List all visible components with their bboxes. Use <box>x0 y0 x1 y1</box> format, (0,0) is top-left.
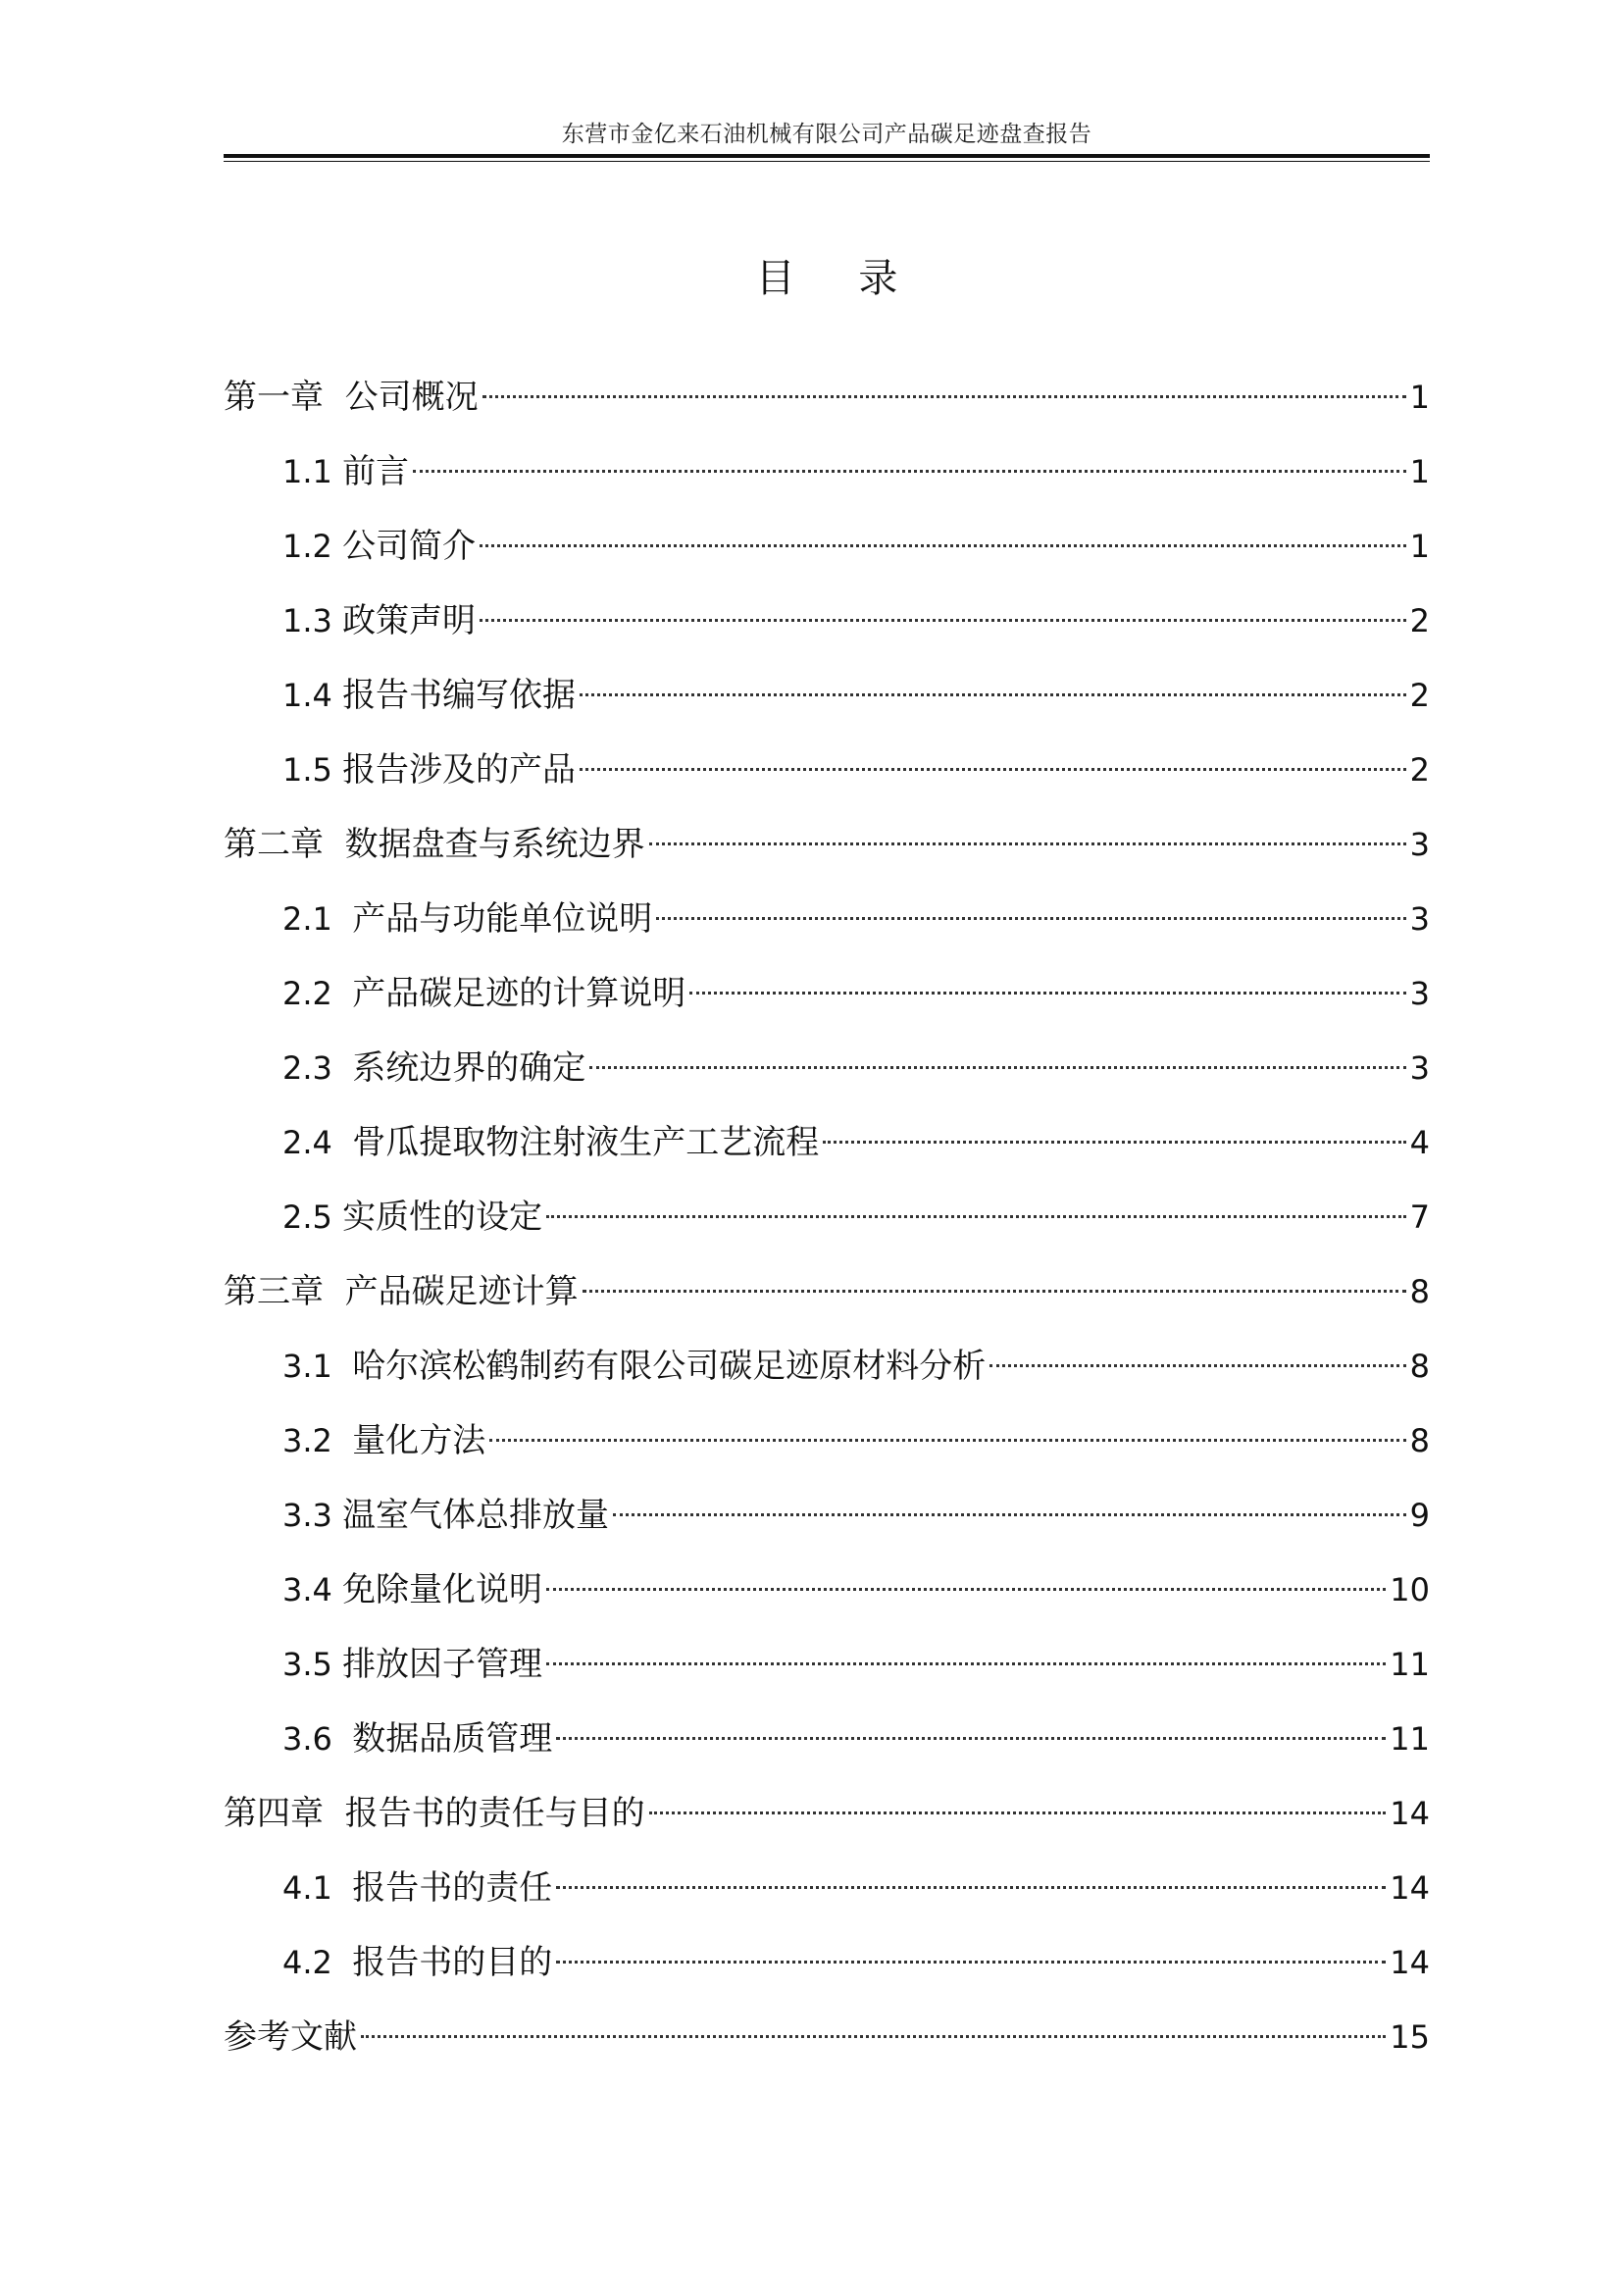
toc-entry-number: 2.1 <box>282 900 353 938</box>
toc-entry-text: 第四章 报告书的责任与目的 <box>224 1794 645 1833</box>
toc-entry-text: 产品与功能单位说明 <box>352 899 653 939</box>
toc-entry-number: 3.1 <box>282 1348 353 1385</box>
toc-page-number: 10 <box>1390 1571 1430 1608</box>
toc-section-entry[interactable] <box>224 1859 1430 1933</box>
toc-entry-number: 1.3 <box>282 602 343 639</box>
toc-dot-leader <box>649 842 1406 845</box>
toc-entry-text: 排放因子管理 <box>342 1645 543 1684</box>
toc-entry-label <box>224 1262 579 1321</box>
toc-entry-text: 产品碳足迹的计算说明 <box>352 974 686 1013</box>
toc-dot-leader <box>556 1886 1386 1889</box>
running-header: 东营市金亿来石油机械有限公司产品碳足迹盘查报告 <box>561 122 1092 147</box>
toc-dot-leader <box>583 1290 1406 1293</box>
toc-page-number: 8 <box>1409 1422 1430 1459</box>
toc-section-entry[interactable] <box>224 1933 1430 2008</box>
toc-entry-label <box>282 740 576 799</box>
toc-entry-text: 系统边界的确定 <box>352 1048 586 1088</box>
toc-dot-leader <box>413 470 1406 473</box>
toc-entry-number: 4.2 <box>282 1944 353 1981</box>
toc-entry-number: 2.4 <box>282 1124 353 1161</box>
toc-dot-leader <box>480 544 1406 547</box>
toc-page-number: 14 <box>1390 1869 1430 1907</box>
toc-entry-label <box>282 1486 609 1545</box>
toc-page-number: 11 <box>1390 1720 1430 1758</box>
toc-entry-text: 报告涉及的产品 <box>342 750 577 790</box>
toc-page-number: 3 <box>1409 826 1430 863</box>
toc-section-entry[interactable] <box>224 1635 1430 1709</box>
toc-entry-label <box>224 815 645 874</box>
toc-section-entry[interactable] <box>224 740 1430 815</box>
toc-dot-leader <box>649 1811 1387 1814</box>
toc-entry-number: 3.5 <box>282 1646 343 1683</box>
toc-section-entry[interactable] <box>224 1039 1430 1113</box>
toc-section-entry[interactable] <box>224 1337 1430 1411</box>
toc-section-entry[interactable] <box>224 591 1430 666</box>
toc-entry-text: 免除量化说明 <box>342 1570 543 1609</box>
toc-page-number: 7 <box>1409 1199 1430 1236</box>
toc-chapter-entry[interactable] <box>224 368 1430 442</box>
toc-entry-label <box>282 517 476 576</box>
toc-entry-text: 报告书的责任 <box>352 1868 553 1908</box>
toc-dot-leader <box>580 693 1406 696</box>
toc-page-number: 3 <box>1409 1049 1430 1087</box>
toc-chapter-entry[interactable] <box>224 1262 1430 1337</box>
toc-entry-label <box>282 1039 585 1097</box>
toc-entry-label <box>282 1560 542 1619</box>
header-rule <box>224 154 1430 158</box>
toc-entry-label <box>282 666 576 725</box>
toc-entry-label <box>282 1933 552 1992</box>
toc-dot-leader <box>989 1364 1405 1367</box>
toc-dot-leader <box>580 768 1406 771</box>
toc-entry-text: 哈尔滨松鹤制药有限公司碳足迹原材料分析 <box>352 1347 987 1386</box>
toc-page-number: 9 <box>1409 1497 1430 1534</box>
toc-dot-leader <box>546 1215 1406 1218</box>
toc-dot-leader <box>489 1439 1405 1442</box>
toc-page-number: 1 <box>1409 528 1430 565</box>
toc-section-entry[interactable] <box>224 1411 1430 1486</box>
toc-dot-leader <box>556 1737 1386 1740</box>
toc-entry-number: 1.1 <box>282 453 343 490</box>
toc-page-number: 11 <box>1390 1646 1430 1683</box>
toc-chapter-entry[interactable] <box>224 1784 1430 1859</box>
toc-entry-text: 政策声明 <box>342 601 477 640</box>
toc-section-entry[interactable] <box>224 964 1430 1039</box>
toc-page-number: 14 <box>1390 1795 1430 1832</box>
toc-section-entry[interactable] <box>224 1560 1430 1635</box>
toc-entry-text: 温室气体总排放量 <box>342 1496 610 1535</box>
toc-entry-number: 3.2 <box>282 1422 353 1459</box>
toc-entry-number: 2.3 <box>282 1049 353 1087</box>
toc-entry-text: 数据品质管理 <box>352 1719 553 1759</box>
toc-entry-label <box>282 1113 819 1172</box>
toc-entry-label <box>282 1411 485 1470</box>
toc-entry-number: 1.5 <box>282 751 343 789</box>
toc-entry-label <box>282 1709 552 1768</box>
toc-entry-label <box>282 964 685 1023</box>
toc-dot-leader <box>482 395 1406 398</box>
toc-page-number: 3 <box>1409 900 1430 938</box>
toc-dot-leader <box>556 1961 1386 1964</box>
toc-chapter-entry[interactable] <box>224 2008 1430 2082</box>
toc-page-number: 8 <box>1409 1273 1430 1310</box>
header-rule-thin <box>224 161 1430 162</box>
toc-entry-text: 报告书的目的 <box>352 1943 553 1982</box>
toc-entry-label <box>282 1337 986 1396</box>
toc-section-entry[interactable] <box>224 666 1430 740</box>
toc-dot-leader <box>689 992 1405 995</box>
toc-entry-text: 参考文献 <box>224 2017 357 2057</box>
table-of-contents <box>224 368 1430 2082</box>
toc-section-entry[interactable] <box>224 1486 1430 1560</box>
toc-dot-leader <box>480 619 1406 622</box>
toc-entry-number: 2.5 <box>282 1199 343 1236</box>
toc-page-number: 2 <box>1409 602 1430 639</box>
toc-dot-leader <box>546 1588 1386 1591</box>
toc-entry-label <box>282 1859 552 1917</box>
toc-title: 目 录 <box>755 256 924 301</box>
toc-entry-text: 前言 <box>342 452 410 491</box>
toc-entry-label <box>224 368 479 427</box>
toc-entry-text: 报告书编写依据 <box>342 676 577 715</box>
toc-section-entry[interactable] <box>224 1188 1430 1262</box>
toc-dot-leader <box>613 1513 1406 1516</box>
toc-entry-label <box>282 890 652 948</box>
toc-dot-leader <box>823 1141 1405 1144</box>
toc-dot-leader <box>656 917 1405 920</box>
toc-page-number: 8 <box>1409 1348 1430 1385</box>
toc-dot-leader <box>589 1066 1405 1069</box>
toc-page-number: 15 <box>1390 2018 1430 2056</box>
toc-page-number: 2 <box>1409 751 1430 789</box>
toc-entry-text: 实质性的设定 <box>342 1198 543 1237</box>
toc-entry-label <box>282 1188 542 1247</box>
toc-section-entry[interactable] <box>224 890 1430 964</box>
toc-entry-text: 公司简介 <box>342 527 477 566</box>
toc-entry-text: 第二章 数据盘查与系统边界 <box>224 825 645 864</box>
toc-entry-label <box>282 1635 542 1694</box>
toc-entry-number: 3.4 <box>282 1571 343 1608</box>
toc-entry-number: 3.3 <box>282 1497 343 1534</box>
toc-entry-number: 4.1 <box>282 1869 353 1907</box>
toc-entry-label <box>282 591 476 650</box>
toc-entry-text: 量化方法 <box>352 1421 486 1460</box>
toc-dot-leader <box>361 2035 1386 2038</box>
toc-section-entry[interactable] <box>224 1113 1430 1188</box>
toc-entry-label <box>224 1784 645 1843</box>
toc-entry-number: 3.6 <box>282 1720 353 1758</box>
toc-entry-number: 2.2 <box>282 975 353 1012</box>
toc-dot-leader <box>546 1662 1386 1665</box>
toc-entry-text: 第一章 公司概况 <box>224 378 479 417</box>
toc-entry-number: 1.4 <box>282 677 343 714</box>
toc-chapter-entry[interactable] <box>224 815 1430 890</box>
toc-page-number: 2 <box>1409 677 1430 714</box>
toc-page-number: 14 <box>1390 1944 1430 1981</box>
toc-page-number: 1 <box>1409 453 1430 490</box>
toc-entry-text: 第三章 产品碳足迹计算 <box>224 1272 579 1311</box>
toc-section-entry[interactable] <box>224 442 1430 517</box>
toc-entry-label <box>224 2008 357 2066</box>
toc-section-entry[interactable] <box>224 1709 1430 1784</box>
toc-entry-text: 骨瓜提取物注射液生产工艺流程 <box>352 1123 820 1162</box>
toc-entry-number: 1.2 <box>282 528 343 565</box>
toc-page-number: 1 <box>1409 379 1430 416</box>
toc-page-number: 3 <box>1409 975 1430 1012</box>
toc-section-entry[interactable] <box>224 517 1430 591</box>
toc-entry-label <box>282 442 409 501</box>
toc-page-number: 4 <box>1409 1124 1430 1161</box>
